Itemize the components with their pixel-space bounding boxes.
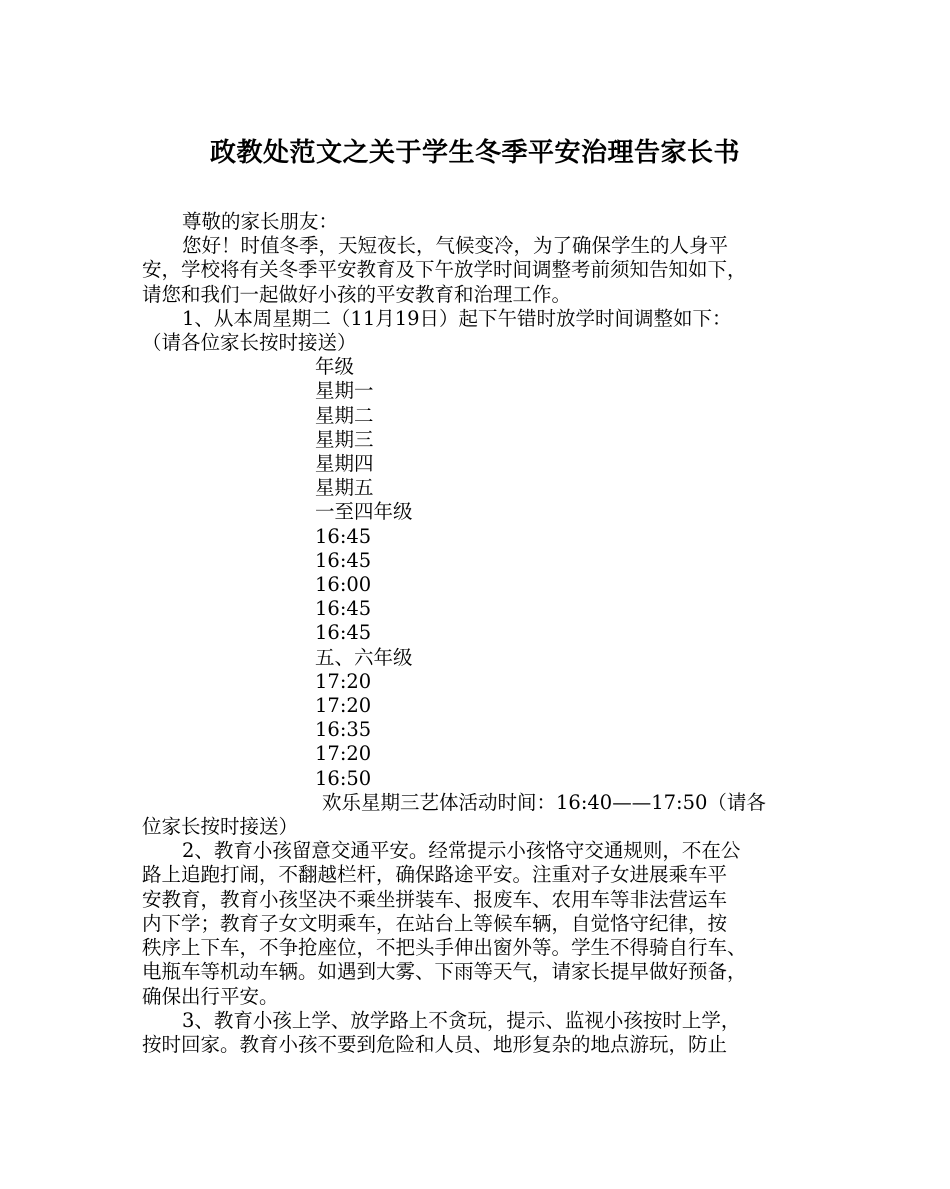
- item-3-line: 3、教育小孩上学、放学路上不贪玩，提示、监视小孩按时上学，: [182, 1008, 741, 1032]
- schedule-cell: 16:45: [315, 524, 372, 548]
- item-2-line: 安教育，教育小孩坚决不乘坐拼装车、报废车、农用车等非法营运车: [142, 887, 728, 911]
- schedule-cell: 星期五: [315, 476, 374, 500]
- item-1-line: （请各位家长按时接送）: [142, 331, 357, 355]
- schedule-cell: 星期一: [315, 379, 374, 403]
- item-2-line: 电瓶车等机动车辆。如遇到大雾、下雨等天气，请家长提早做好预备，: [142, 960, 747, 984]
- paragraph-line: 请您和我们一起做好小孩的平安教育和治理工作。: [142, 282, 572, 306]
- schedule-cell: 星期三: [315, 427, 374, 451]
- schedule-cell: 17:20: [315, 694, 372, 718]
- schedule-cell: 16:35: [315, 718, 372, 742]
- item-3-line: 按时回家。教育小孩不要到危险和人员、地形复杂的地点游玩，防止: [142, 1032, 728, 1056]
- item-2-line: 秩序上下车，不争抢座位，不把头手伸出窗外等。学生不得骑自行车、: [142, 936, 747, 960]
- schedule-cell: 16:45: [315, 597, 372, 621]
- schedule-cell: 16:45: [315, 548, 372, 572]
- schedule-cell: 16:50: [315, 766, 372, 790]
- schedule-cell: 星期四: [315, 452, 374, 476]
- item-1-line: 1、从本周星期二（11月19日）起下午错时放学时间调整如下：: [182, 306, 732, 330]
- item-2-line: 内下学；教育子女文明乘车，在站台上等候车辆，自觉恪守纪律，按: [142, 911, 728, 935]
- salutation: 尊敬的家长朋友：: [182, 210, 339, 233]
- schedule-cell: 16:45: [315, 621, 372, 645]
- schedule-cell: 17:20: [315, 669, 372, 693]
- activity-time-line: 位家长按时接送）: [142, 815, 299, 839]
- schedule-cell: 五、六年级: [315, 645, 413, 669]
- paragraph-line: 安，学校将有关冬季平安教育及下午放学时间调整考前须知告知如下，: [142, 258, 747, 282]
- schedule-cell: 17:20: [315, 742, 372, 766]
- schedule-list: [142, 355, 814, 791]
- schedule-cell: 星期二: [315, 403, 374, 427]
- document-title: 政教处范文之关于学生冬季平安治理告家长书: [209, 138, 740, 168]
- schedule-cell: 16:00: [315, 573, 372, 597]
- document-body: [142, 210, 814, 1057]
- item-2-line: 路上追跑打闹，不翻越栏杆，确保路途平安。注重对子女进展乘车平: [142, 863, 728, 887]
- item-2-line: 2、教育小孩留意交通平安。经常提示小孩恪守交通规则，不在公: [182, 839, 741, 863]
- schedule-cell: 年级: [315, 355, 355, 379]
- paragraph-line: 您好！时值冬季，天短夜长，气候变冷，为了确保学生的人身平: [182, 234, 729, 258]
- item-2-line: 确保出行平安。: [142, 984, 279, 1008]
- activity-time-line: 欢乐星期三艺体活动时间：16:40——17:50（请各: [322, 790, 766, 814]
- schedule-cell: 一至四年级: [315, 500, 413, 524]
